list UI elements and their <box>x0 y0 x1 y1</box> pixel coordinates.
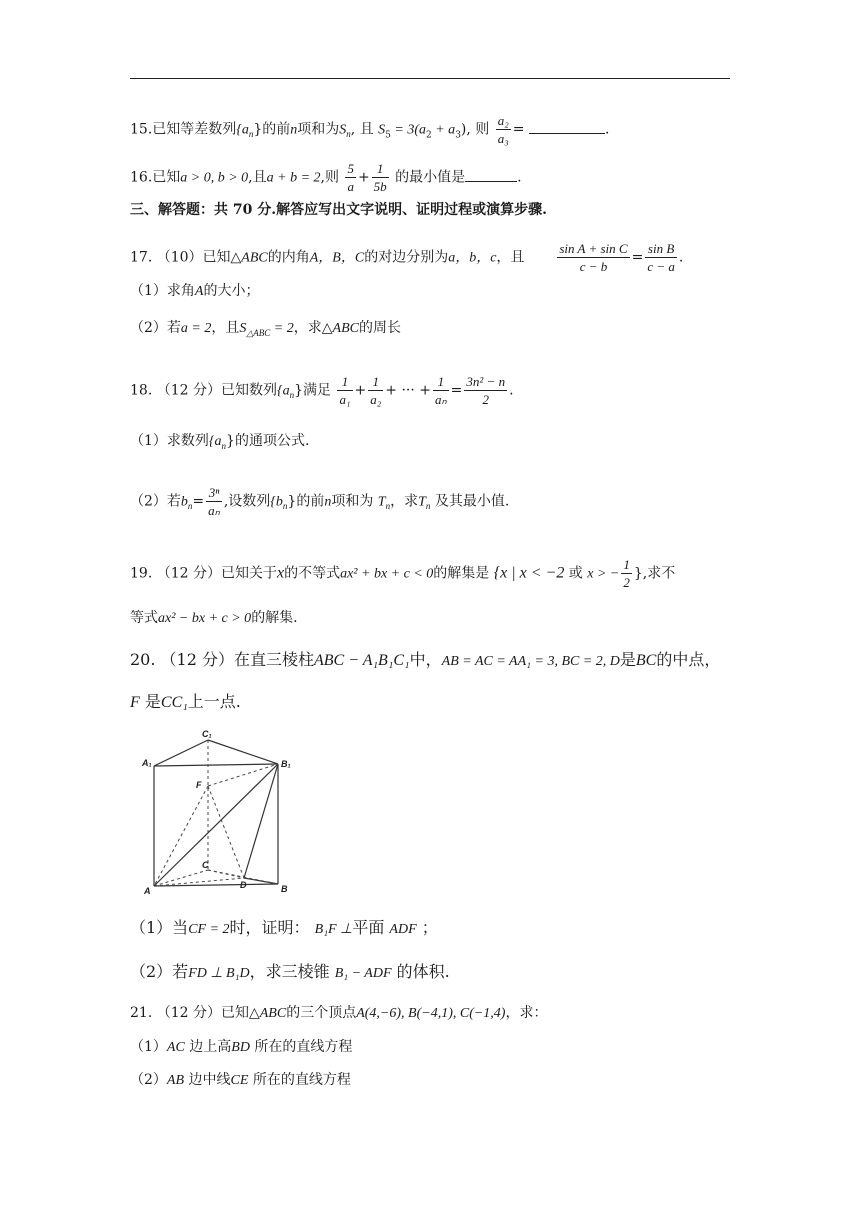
q21-suffix: ，求： <box>505 1005 548 1021</box>
q19-cond: x > − <box>587 566 620 582</box>
q20-part-2 <box>130 962 450 984</box>
q21-part2-prefix: （2） <box>130 1072 167 1088</box>
q18-rhs-num: 3n² − n <box>466 374 506 389</box>
edge-f-a <box>154 786 208 886</box>
q19-line2-prefix: 等式 <box>130 610 158 626</box>
prism-figure <box>140 726 310 896</box>
q16-frac1-den: a <box>347 179 354 194</box>
q18-part2-eq: = <box>192 493 205 510</box>
q21-tri: ABC <box>259 1006 287 1021</box>
q18-part2-num: 3ⁿ <box>206 484 222 502</box>
q17-part1-var: A <box>194 284 204 299</box>
q15-prefix: 15.已知等差数列 <box>130 121 237 138</box>
q15-cond-a3: 3 <box>455 130 461 141</box>
q20-part2-cond: FD ⊥ B₁D <box>188 966 250 981</box>
question-21 <box>130 1003 547 1024</box>
q20-part2-pyr: B₁ − ADF <box>334 966 392 981</box>
q20-prism: ABC − A₁B₁C₁ <box>313 652 410 669</box>
q16-plus: + <box>357 169 370 186</box>
q20-line2-mid: 是 <box>144 692 161 711</box>
edge-a1-b1 <box>154 764 278 766</box>
q20-part1-plane: 平面 <box>352 918 385 937</box>
question-19 <box>130 556 675 591</box>
label-d: D <box>240 880 247 890</box>
q20-part2-prefix: （2）若 <box>130 962 189 981</box>
q18-part1-suffix: 的通项公式. <box>234 433 310 449</box>
q16-frac2-num: 1 <box>372 160 389 178</box>
q18-t3-den: aₙ <box>434 392 447 407</box>
q19-mid1: 的不等式 <box>284 565 341 582</box>
q15-answer-blank <box>529 121 605 134</box>
q20-line2-f: F <box>130 694 140 711</box>
q21-part2-suffix: 所在的直线方程 <box>252 1072 351 1088</box>
q17-part-1 <box>130 281 259 302</box>
q18-part1-seq-sub: n <box>221 440 227 451</box>
q17-part2-s-eq: = 2 <box>270 321 294 336</box>
q20-part2-suffix: 的体积. <box>396 962 450 981</box>
q19-suffix: ,求不 <box>642 565 676 582</box>
q15-end: . <box>604 121 610 138</box>
edge-c-d <box>208 870 244 878</box>
q17-end: . <box>678 249 684 266</box>
q17-frac1-num: sin A + sin C <box>559 241 628 256</box>
q17-part2-s: S <box>239 321 247 336</box>
q18-t1-num: 1 <box>337 373 352 391</box>
q17-frac2-den: c − a <box>647 259 675 274</box>
q15-cond: S <box>378 122 386 138</box>
q15-cond-eq: = 3(a <box>390 122 426 138</box>
q17-part2-s-sub: △ABC <box>246 327 271 338</box>
q17-part2-prefix: （2）若 <box>130 320 181 336</box>
q18-mid1: 满足 <box>303 382 332 399</box>
q18-term-2 <box>368 373 383 408</box>
q17-part2-mid2: ，求△ <box>293 320 333 336</box>
q16-cond1: a > 0, b > 0 <box>180 170 249 186</box>
q18-t2-num: 1 <box>368 373 383 391</box>
label-b: B <box>281 884 288 894</box>
q18-t3-num: 1 <box>433 373 449 391</box>
q18-t1-den: a₁ <box>339 392 351 407</box>
q18-t2-den: a₂ <box>370 392 382 407</box>
q17-part1-prefix: （1）求角 <box>130 283 195 299</box>
q20-part1-stmt: B₁F ⊥ <box>314 922 353 937</box>
q17-part2-cond: a = 2 <box>180 321 212 336</box>
q18-part2-seq-close: } <box>287 493 297 510</box>
q20-mid2: 是 <box>619 650 636 669</box>
q17-mid2: 的对边分别为 <box>364 249 449 266</box>
q16-cond2: a + b = 2 <box>266 170 321 186</box>
question-17 <box>130 240 683 275</box>
q17-frac2-num: sin B <box>645 240 677 258</box>
q16-prefix: 16.已知 <box>130 169 181 186</box>
q18-part2-prefix: （2）若 <box>130 493 181 510</box>
q21-part-1 <box>130 1037 352 1058</box>
q17-part2-suffix: 的周长 <box>358 320 401 336</box>
q15-frac-num: a₂ <box>497 113 509 128</box>
q18-part1-seq: {a <box>208 434 222 449</box>
q15-n: n <box>290 122 298 138</box>
q19-ineq2: ax² − bx + c > 0 <box>158 611 252 626</box>
q16-answer-blank <box>465 169 517 182</box>
q15-frac-den: a₃ <box>497 131 509 146</box>
q16-end: . <box>517 169 522 186</box>
edge-f-d <box>208 786 244 878</box>
q15-mid2: 项和为 <box>297 121 340 138</box>
q17-part2-tri: ABC <box>332 321 359 336</box>
q19-line-2 <box>130 608 298 629</box>
q20-suffix: 的中点， <box>656 650 721 669</box>
q18-term-1 <box>337 373 352 408</box>
q17-frac1-den: c − b <box>579 259 608 274</box>
q21-part1-suffix: 所在的直线方程 <box>254 1039 353 1055</box>
q18-prefix: 18. （12 分）已知数列 <box>130 382 277 399</box>
q15-seq-sub: n <box>248 129 254 140</box>
q18-seq-sub: n <box>289 390 295 401</box>
q18-part2-den: aₙ <box>208 503 220 518</box>
q16-mid1: ,且 <box>248 169 267 186</box>
q15-cond-prefix: , 且 <box>350 121 374 138</box>
q20-part1-prefix: （1）当 <box>130 918 189 937</box>
q20-line2-suffix: 上一点. <box>187 692 241 711</box>
header-rule <box>130 78 730 79</box>
q18-part-2 <box>130 484 509 519</box>
q16-mid3: 的最小值是 <box>395 169 466 186</box>
q20-line2-cc: CC₁ <box>160 694 188 711</box>
q18-plus1: + <box>354 382 367 399</box>
q21-part1-prefix: （1） <box>130 1039 167 1055</box>
label-a: A <box>144 886 151 896</box>
q20-prefix: 20. （12 分）在直三棱柱 <box>130 650 314 669</box>
q21-prefix: 21. （12 分）已知△ <box>130 1005 260 1021</box>
q15-mid1: 的前 <box>262 121 291 138</box>
q21-part1-mid: 边上高 <box>189 1039 232 1055</box>
q20-part1-suffix: ； <box>421 918 438 937</box>
q18-rhs-den: 2 <box>482 392 489 407</box>
label-f: F <box>196 780 202 790</box>
q16-fraction-2 <box>372 160 389 195</box>
question-16 <box>130 160 522 195</box>
label-c1: C₁ <box>202 729 212 739</box>
label-a1: A₁ <box>142 758 152 768</box>
q18-part2-mid2: 的前 <box>296 493 325 510</box>
q20-part2-mid: ，求三棱锥 <box>249 962 330 981</box>
q18-part2-b: b <box>180 494 188 510</box>
q18-part2-seq-sub: n <box>282 501 288 512</box>
q15-cond-close: ), 则 <box>460 121 490 138</box>
q18-seq-close: } <box>294 382 304 399</box>
q15-cond-a2: 2 <box>426 130 432 141</box>
q17-eq: = <box>631 249 644 266</box>
q19-frac-den: 2 <box>623 575 630 590</box>
q19-or: 或 <box>568 565 583 582</box>
q21-part1-ac: AC <box>166 1040 185 1055</box>
q17-fraction-2 <box>645 240 677 275</box>
q20-part1-cond: CF = 2 <box>188 922 230 937</box>
q21-part1-bd: BD <box>231 1040 250 1055</box>
q18-eq: = <box>450 382 463 399</box>
q19-prefix: 19. （12 分）已知关于 <box>130 565 277 582</box>
q20-part1-mid: 时，证明： <box>229 918 310 937</box>
edge-c1-b1 <box>208 740 278 764</box>
q20-cond: AB = AC = AA₁ = 3, BC = 2, D <box>441 654 620 669</box>
q18-part2-mid4: ，求 <box>390 493 419 510</box>
q18-part-1 <box>130 431 309 457</box>
q17-part-2 <box>130 318 401 344</box>
q16-fraction-1 <box>345 160 356 195</box>
q20-mid1: 中， <box>409 650 442 669</box>
q19-line2-suffix: 的解集. <box>251 610 298 626</box>
q18-end: . <box>509 382 514 399</box>
q18-part2-suffix: 及其最小值. <box>434 493 510 510</box>
q18-part2-mid: ,设数列 <box>223 493 271 510</box>
q20-part-1 <box>130 918 438 940</box>
edge-a1-c1 <box>154 740 208 766</box>
q21-points: A(4,−6), B(−4,1), C(−1,4) <box>356 1006 506 1021</box>
q17-mid3: ，且 <box>496 249 525 266</box>
q15-cond-plus: + a <box>431 122 456 138</box>
section-3-heading: 三、解答题：共 70 分.解答应写出文字说明、证明过程或演算步骤. <box>130 202 547 218</box>
q15-seq: {a <box>236 122 249 138</box>
q18-term-n <box>433 373 449 408</box>
q18-part2-mid3: 项和为 <box>331 493 374 510</box>
q18-rhs <box>464 373 507 408</box>
q21-mid1: 的三个顶点 <box>286 1005 357 1021</box>
label-b1: B₁ <box>281 759 291 769</box>
q18-part1-prefix: （1）求数列 <box>130 433 209 449</box>
q21-part2-ab: AB <box>166 1073 185 1088</box>
q20-part1-adf: ADF <box>389 922 417 937</box>
q21-part-2 <box>130 1070 351 1091</box>
q18-part1-seq-close: } <box>226 433 235 449</box>
q18-part2-fraction <box>206 484 222 519</box>
q18-part2-t: T <box>377 494 386 510</box>
q19-set: {x | x < −2 <box>493 564 565 582</box>
q18-part2-t2: T <box>418 494 426 510</box>
q18-part2-t2-sub: n <box>425 501 431 512</box>
q16-frac1-num: 5 <box>347 161 354 176</box>
q17-part2-mid: ，且 <box>211 320 240 336</box>
q17-fraction-1 <box>557 240 629 275</box>
q21-part2-ce: CE <box>230 1073 249 1088</box>
question-20 <box>130 650 720 672</box>
label-c: C <box>202 860 209 870</box>
q18-seq: {a <box>276 383 290 399</box>
q16-mid2: ,则 <box>320 169 339 186</box>
q19-ineq1: ax² + bx + c < 0 <box>340 566 434 582</box>
q17-tri: ABC <box>241 250 268 266</box>
q17-part1-suffix: 的大小； <box>203 283 260 299</box>
q17-prefix: 17. （10）已知△ <box>130 249 242 266</box>
q19-close: } <box>633 565 643 582</box>
q16-frac2-den: 5b <box>373 179 387 194</box>
q17-sides: a，b，c <box>448 250 497 266</box>
q19-frac-num: 1 <box>623 557 630 572</box>
q15-seq-close: } <box>253 121 263 138</box>
q19-x: x <box>276 564 285 582</box>
question-18 <box>130 373 514 408</box>
q18-part2-n: n <box>324 494 332 510</box>
q20-line-2 <box>130 692 241 713</box>
q21-part2-mid: 边中线 <box>188 1072 231 1088</box>
q17-angles: A，B，C <box>309 250 365 266</box>
q15-cond-sub: 5 <box>385 130 391 141</box>
q18-part2-seq: {b <box>270 494 283 510</box>
question-15 <box>130 112 609 147</box>
q15-fraction <box>496 112 511 147</box>
q19-mid2: 的解集是 <box>433 565 490 582</box>
q15-s-sub: n <box>346 129 351 140</box>
q20-bc: BC <box>635 652 657 669</box>
q18-dots: + ··· + <box>385 382 431 399</box>
q17-mid1: 的内角 <box>267 249 310 266</box>
q18-part2-b-sub: n <box>187 501 193 512</box>
q18-part2-t-sub: n <box>385 501 391 512</box>
q15-s: S <box>339 122 347 138</box>
q15-eq: = <box>512 121 525 138</box>
q19-fraction <box>621 556 632 591</box>
